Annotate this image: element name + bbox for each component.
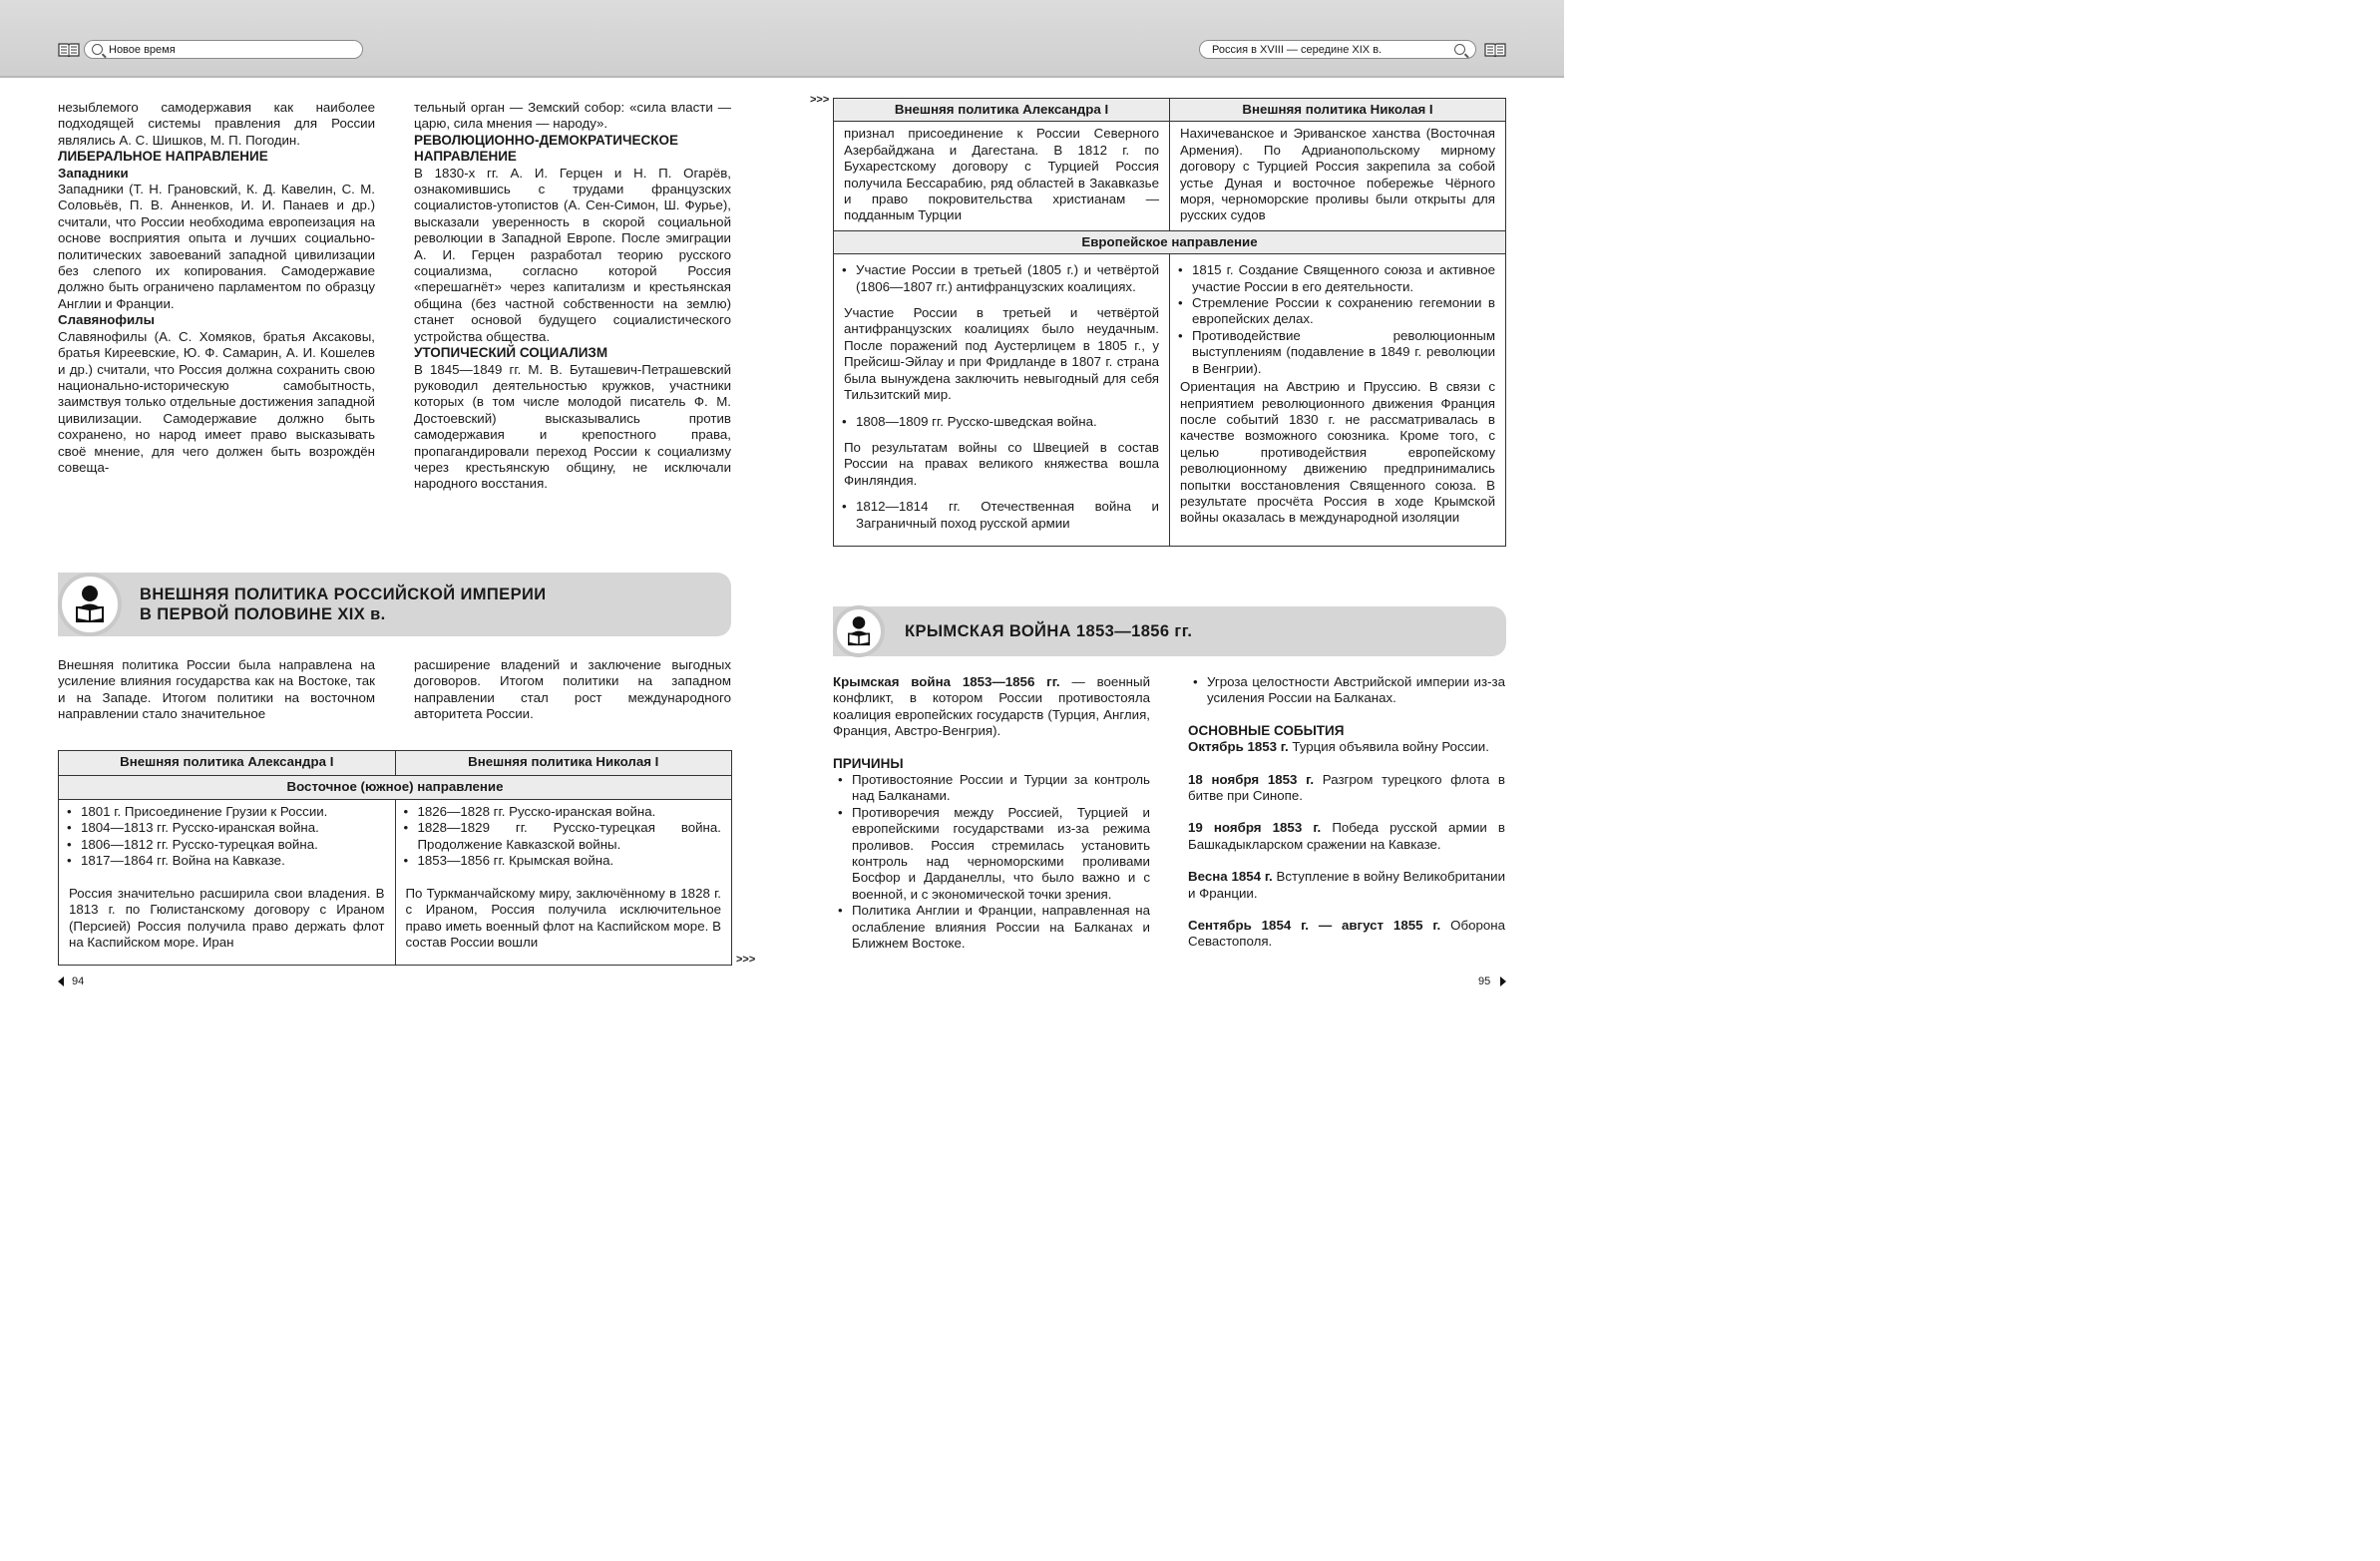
table-cell-alexander: признал присоединение к России Северного Азербайджана и Дагестана. В 1812 г. по Бухарестскому договору с Турцией Россия получила Бессарабию, ряд областей в Закавказье и право покровительства христианам — подданным Турции	[834, 122, 1170, 230]
search-text-left: Новое время	[109, 44, 176, 56]
definition-paragraph	[833, 674, 1150, 740]
table-cell-nicholas: Нахичеванское и Эриванское ханства (Восточная Армения). По Адрианопольскому мирному договору с Турцией Россия закрепила за собой устье Дуная и восточное побережье Чёрного моря, черноморские проливы были открыты для русских судов	[1170, 122, 1506, 230]
event-date: 19 ноября 1853 г.	[1188, 820, 1322, 836]
event-date: Весна 1854 г.	[1188, 869, 1273, 885]
table-header-nicholas: Внешняя политика Николая I	[1170, 99, 1506, 122]
foreign-policy-table-left	[58, 750, 732, 966]
event-date: Сентябрь 1854 г. — август 1855 г.	[1188, 918, 1441, 934]
list-item: • 1808—1809 гг. Русско-шведская война.	[834, 414, 1159, 430]
left-column-2	[414, 100, 731, 493]
search-icon	[1454, 44, 1465, 55]
banner-title: КРЫМСКАЯ ВОЙНА 1853—1856 гг.	[905, 622, 1193, 640]
list-item: • 1801 г. Присоединение Грузии к России.	[59, 804, 385, 820]
section-heading: ЛИБЕРАЛЬНОЕ НАПРАВЛЕНИЕ	[58, 149, 268, 165]
next-page-arrow-icon[interactable]	[1500, 976, 1506, 986]
search-icon	[92, 44, 103, 55]
table-subheader: Восточное (южное) направление	[59, 775, 732, 800]
paragraph: тельный орган — Земский собор: «сила власти — царю, сила мнения — народу».	[414, 100, 731, 132]
term: Крымская война 1853—1856 гг.	[833, 674, 1060, 689]
paragraph: незыблемого самодержавия как наиболее подходящей системы правления для России являлись А. С. Шишков, М. П. Погодин.	[58, 100, 375, 148]
list-item: • Политика Англии и Франции, направленная на ослабление влияния России на Балканах и Ближнем Востоке.	[830, 903, 1150, 952]
foreign-policy-table-right	[833, 98, 1506, 547]
table-cell-alexander	[834, 254, 1170, 547]
event	[1188, 869, 1505, 902]
table-cell-alexander	[59, 800, 396, 966]
page-number-left: 94	[72, 976, 85, 987]
event-text: Оборона Севастополя.	[1188, 918, 1505, 950]
list-item: • Стремление России к сохранению гегемонии в европейских делах.	[1170, 295, 1495, 328]
event	[1188, 820, 1505, 853]
section-banner	[833, 606, 1506, 656]
section-heading: ПРИЧИНЫ	[833, 755, 904, 771]
table-header-alexander: Внешняя политика Александра I	[834, 99, 1170, 122]
list-item: • Участие России в третьей (1805 г.) и четвёртой (1806—1807 гг.) антифранцузских коалициях.	[834, 262, 1159, 295]
list-item: • Угроза целостности Австрийской империи из-за усиления России на Балканах.	[1185, 674, 1505, 707]
paragraph: Западники (Т. Н. Грановский, К. Д. Кавелин, С. М. Соловьёв, П. В. Анненков, И. И. Панаев и др.) считали, что России необходима европеизация на основе восприятия опыта и лучших социально-политических завоеваний западной цивилизации без слепого их копирования. Самодержавие должно быть ограничено парламентом по образцу Англии и Франции.	[58, 182, 375, 311]
banner-title-line-2: В ПЕРВОЙ ПОЛОВИНЕ XIX в.	[140, 605, 386, 623]
list-item: • Противодействие революционным выступлениям (подавление в 1849 г. революции в Венгрии).	[1170, 328, 1495, 377]
continue-marker: >>>	[736, 954, 756, 966]
table-cell-nicholas	[1170, 254, 1506, 547]
section-heading: РЕВОЛЮЦИОННО-ДЕМОКРАТИЧЕСКОЕ НАПРАВЛЕНИЕ	[414, 132, 678, 165]
paragraph: По Туркманчайскому миру, заключённому в 1828 г. с Ираном, Россия получила исключительное право иметь военный флот на Каспийском море. В состав России вошли	[405, 885, 721, 950]
table-header-nicholas: Внешняя политика Николая I	[395, 751, 732, 776]
header-bar	[0, 0, 1564, 78]
paragraph: В 1830-х гг. А. И. Герцен и Н. П. Огарёв, ознакомившись с трудами французских социалистов-утопистов (А. Сен-Симон, Ш. Фурье), высказали уверенность в скорой социальной революции в Западной Европе. После эмиграции А. И. Герцен разработал теорию русского социализма, согласно которой Россия «перешагнёт» через капитализм и крестьянская община (без частной собственности на землю) станет основой будущего социалистического устройства общества.	[414, 165, 731, 344]
paragraph: расширение владений и заключение выгодных договоров. Итогом политики на западном направлении стал рост международного авторитета России.	[414, 657, 731, 722]
list-item: • 1817—1864 гг. Война на Кавказе.	[59, 853, 385, 869]
subheading: Славянофилы	[58, 312, 155, 328]
event-text: Вступление в войну Великобритании и Франции.	[1188, 869, 1505, 901]
banner-title-line-1: ВНЕШНЯЯ ПОЛИТИКА РОССИЙСКОЙ ИМПЕРИИ	[140, 585, 547, 603]
reader-icon	[833, 605, 885, 657]
paragraph: В 1845—1849 гг. М. В. Буташевич-Петрашевский руководил деятельностью кружков, участники которых (в том числе молодой писатель Ф. М. Достоевский) высказывались против самодержавия и крепостного права, пропагандировали переход России к социализму через крестьянскую общину, не исключали народного восстания.	[414, 361, 731, 492]
list-item: • 1812—1814 гг. Отечественная война и Заграничный поход русской армии	[834, 499, 1159, 532]
paragraph: Участие России в третьей и четвёртой антифранцузских коалициях было неудачным. После поражений под Аустерлицем в 1805 г., у Прейсиш-Эйлау и при Фридланде в 1807 г. страна была вынуждена заключить невыгодный для себя Тильзитский мир.	[844, 305, 1159, 403]
search-field-right[interactable]	[1199, 40, 1476, 59]
left-intro-col-1	[58, 657, 375, 723]
right-column-1	[833, 674, 1150, 953]
continue-marker: >>>	[810, 94, 830, 106]
section-heading: УТОПИЧЕСКИЙ СОЦИАЛИЗМ	[414, 345, 608, 361]
reader-icon	[58, 573, 122, 636]
list-item: • 1826—1828 гг. Русско-иранская война.	[396, 804, 722, 820]
event-date: Октябрь 1853 г.	[1188, 739, 1289, 755]
book-icon[interactable]	[1484, 42, 1506, 57]
table-header-alexander: Внешняя политика Александра I	[59, 751, 396, 776]
list-item: • Противостояние России и Турции за контроль над Балканами.	[830, 772, 1150, 805]
right-column-2	[1188, 674, 1505, 951]
search-text-right: Россия в XVIII — середине XIX в.	[1212, 44, 1383, 56]
definition-text: — военный конфликт, в котором России противостояла коалиция европейских государств (Турция, Англия, Франция, Австро-Венгрия).	[833, 674, 1150, 739]
paragraph: Ориентация на Австрию и Пруссию. В связи с неприятием революционного движения Франция после событий 1830 г. не рассматривалась в качестве возможного союзника. Кроме того, с целью противодействия европейскому революционному движению предпринимались попытки восстановления Священного союза. В результате просчёта Россия в ходе Крымской войны оказалась в международной изоляции	[1180, 379, 1495, 526]
prev-page-arrow-icon[interactable]	[58, 976, 64, 986]
subheading: Западники	[58, 165, 129, 181]
list-item: • 1806—1812 гг. Русско-турецкая война.	[59, 837, 385, 853]
list-item: • Противоречия между Россией, Турцией и европейскими государствами из-за режима проливов. Россия стремилась установить контроль над черноморскими проливами Босфор и Дарданеллы, что было важно и с военной, и с экономической точки зрения.	[830, 805, 1150, 903]
paragraph: Внешняя политика России была направлена на усиление влияния государства как на Востоке, так и на Западе. Итогом политики на восточном направлении стало значительное	[58, 657, 375, 722]
section-banner	[58, 573, 731, 636]
left-intro-col-2	[414, 657, 731, 723]
event-text: Победа русской армии в Башкадыкларском сражении на Кавказе.	[1188, 820, 1505, 852]
paragraph: По результатам войны со Швецией в состав России на правах великого княжества вошла Финляндия.	[844, 439, 1159, 488]
book-icon[interactable]	[58, 42, 80, 57]
event-text: Разгром турецкого флота в битве при Синопе.	[1188, 771, 1505, 804]
page-number-right: 95	[1478, 976, 1491, 987]
list-item: • 1853—1856 гг. Крымская война.	[396, 853, 722, 869]
event	[1188, 918, 1505, 951]
list-item: • 1804—1813 гг. Русско-иранская война.	[59, 820, 385, 836]
paragraph: Россия значительно расширила свои владения. В 1813 г. по Гюлистанскому договору с Ираном (Персией) Россия получила право держать флот на Каспийском море. Иран	[69, 885, 385, 950]
event-text: Турция объявила войну России.	[1288, 739, 1489, 755]
list-item: • 1828—1829 гг. Русско-турецкая война. Продолжение Кавказской войны.	[396, 820, 722, 853]
left-column-1	[58, 100, 375, 476]
section-heading: ОСНОВНЫЕ СОБЫТИЯ	[1188, 722, 1345, 738]
paragraph: Славянофилы (А. С. Хомяков, братья Аксаковы, братья Киреевские, Ю. Ф. Самарин, А. И. Кошелев и др.) считали, что Россия должна сохранить свою национально-историческую самобытность, заимствуя только отдельные достижения западной цивилизации. Самодержавие должно быть сохранено, но народ имеет право высказывать своё мнение, для чего должен быть возрождён совеща-	[58, 328, 375, 475]
event-date: 18 ноября 1853 г.	[1188, 771, 1315, 787]
table-subheader: Европейское направление	[834, 230, 1506, 253]
event	[1188, 739, 1505, 755]
book-spread	[0, 0, 1564, 1024]
table-cell-nicholas	[395, 800, 732, 966]
list-item: • 1815 г. Создание Священного союза и активное участие России в его деятельности.	[1170, 262, 1495, 295]
search-field-left[interactable]	[84, 40, 363, 59]
event	[1188, 772, 1505, 805]
